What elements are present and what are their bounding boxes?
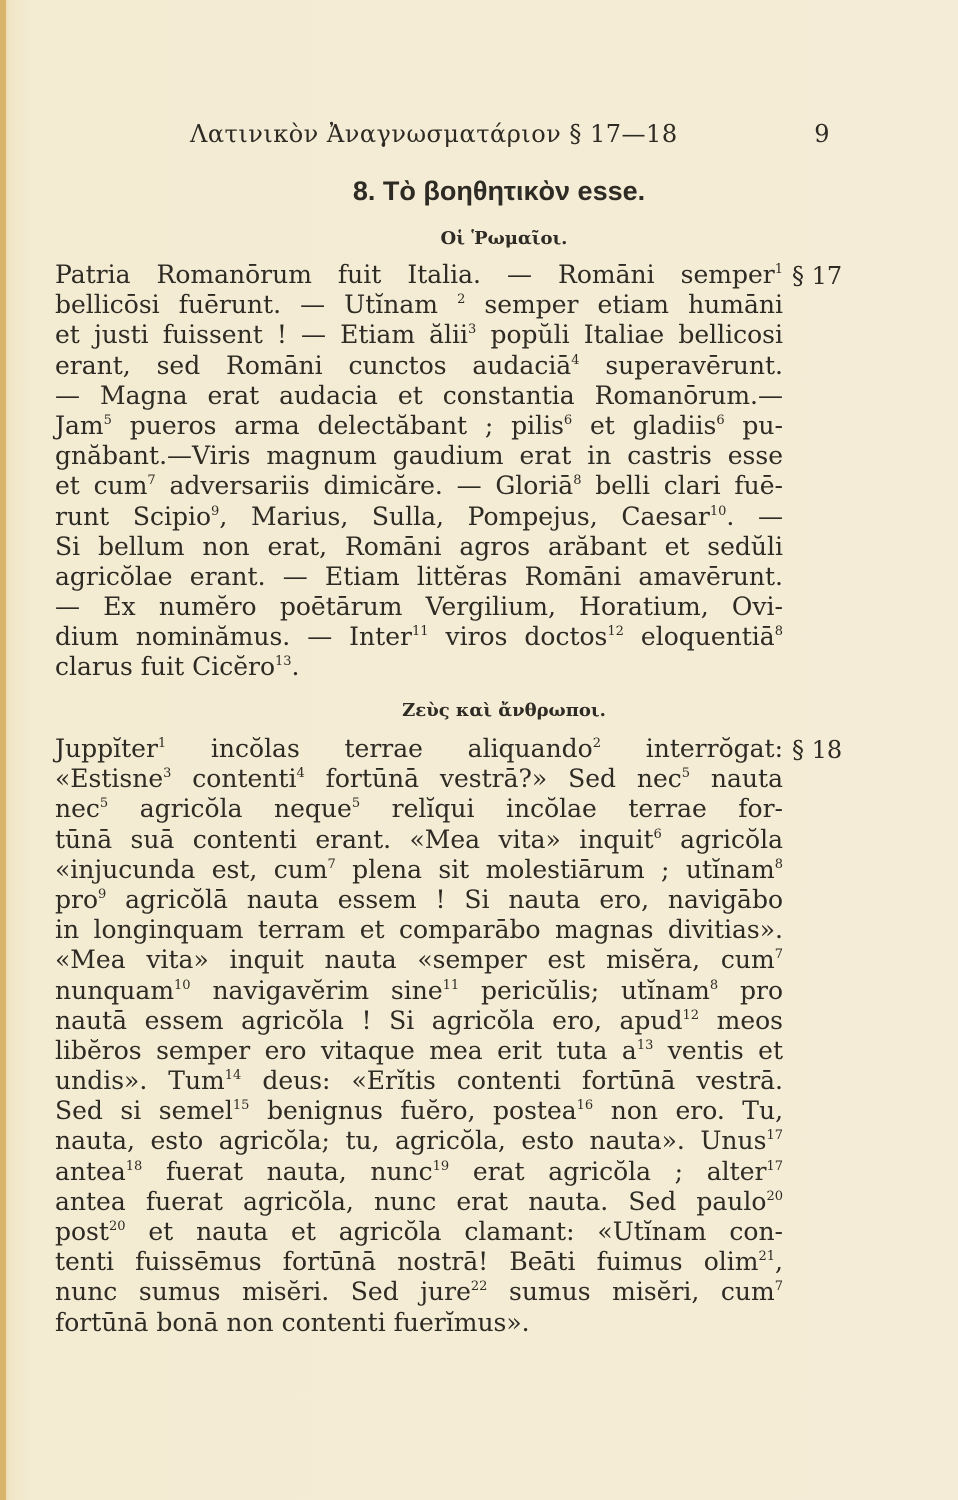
text-run: belli clari fuē- xyxy=(581,471,783,501)
footnote-marker: 3 xyxy=(163,766,172,782)
text-line xyxy=(55,441,783,471)
text-run: eloquentiā xyxy=(623,622,775,652)
text-run: Si bellum non erat, Romāni agros arăbant et sedŭli xyxy=(55,531,783,561)
text-run: sumus misĕri, cum xyxy=(487,1277,775,1307)
footnote-marker: 6 xyxy=(653,826,662,842)
text-run: et justi fuissent ! — Etiam ălii xyxy=(55,320,469,350)
text-line xyxy=(55,532,783,562)
footnote-marker: 5 xyxy=(103,412,112,428)
text-line xyxy=(55,1157,783,1187)
text-run: libĕros semper ero vitaque mea erit tuta a xyxy=(55,1035,637,1065)
text-run: dium nominămus. — Inter xyxy=(55,622,412,652)
text-line xyxy=(55,885,783,915)
text-line xyxy=(55,1247,783,1277)
text-run: incŏlas terrae aliquando xyxy=(166,734,593,763)
text-run: — Magna erat audacia et constantia Romanōrum.— xyxy=(55,380,783,410)
text-run: plena sit molestiārum ; utĭnam xyxy=(335,854,775,884)
text-run: post xyxy=(55,1217,109,1246)
footnote-marker: 11 xyxy=(411,624,429,640)
footnote-marker: 5 xyxy=(99,796,109,812)
text-run: viros doctos xyxy=(428,622,608,652)
text-line xyxy=(55,471,783,501)
text-line xyxy=(55,502,783,532)
text-run: . — xyxy=(726,501,784,531)
footnote-marker: 5 xyxy=(681,766,691,782)
text-run: nunc sumus misĕri. Sed jure xyxy=(55,1277,471,1307)
footnote-marker: 7 xyxy=(774,1279,783,1295)
text-run: in longinquam terram et comparābo magnas divitias». xyxy=(55,915,783,945)
text-run: deus: «Erĭtis contenti fortūnā vestrā. xyxy=(241,1066,783,1096)
footnote-marker: 11 xyxy=(442,977,460,993)
footnote-marker: 12 xyxy=(682,1007,700,1023)
text-line xyxy=(55,1126,783,1156)
footnote-marker: 13 xyxy=(636,1037,654,1053)
text-run: nunquam xyxy=(55,975,175,1005)
footnote-marker: 2 xyxy=(457,292,466,308)
footnote-marker: 4 xyxy=(571,352,580,368)
text-run: navigavĕrim sine xyxy=(190,975,443,1005)
text-run: «injucunda est, cum xyxy=(55,854,328,884)
section-subtitle-zeus: Ζεὺς καὶ ἄνθρωποι. xyxy=(402,700,606,721)
footnote-marker: 10 xyxy=(174,977,191,993)
text-line xyxy=(55,1217,783,1247)
text-run: meos xyxy=(699,1005,783,1035)
text-run: erant, sed Romāni cunctos audaciā xyxy=(55,350,572,380)
text-run: adversariis dimicăre. — Gloriā xyxy=(155,471,574,501)
text-run: pueros arma delectăbant ; pilis xyxy=(111,410,564,440)
text-run: «Estisne xyxy=(55,764,164,794)
footnote-marker: 3 xyxy=(468,322,477,338)
text-run: nauta, esto agricŏla; tu, agricŏla, esto nauta». Unus xyxy=(55,1126,767,1156)
text-line xyxy=(55,915,783,945)
text-line xyxy=(55,381,783,411)
text-line xyxy=(55,260,783,290)
text-run: contenti xyxy=(171,764,297,794)
text-run: nec xyxy=(55,794,100,824)
text-run: tenti fuissēmus fortūnā nostrā! Beāti fuimus olim xyxy=(55,1247,759,1277)
text-run: semper etiam humāni xyxy=(465,290,783,320)
text-line xyxy=(55,562,783,592)
running-title: Λατινικὸν Ἀναγνωσματάριον § 17—18 xyxy=(190,120,678,148)
text-run: ventis et xyxy=(653,1035,783,1065)
text-line xyxy=(55,1096,783,1126)
text-line xyxy=(55,734,783,764)
text-line xyxy=(55,622,783,652)
footnote-marker: 6 xyxy=(716,412,725,428)
text-run: non ero. Tu, xyxy=(593,1096,784,1126)
footnote-marker: 17 xyxy=(766,1158,783,1174)
footnote-marker: 22 xyxy=(470,1279,488,1295)
text-run: antea xyxy=(55,1156,126,1186)
text-run: agricŏla neque xyxy=(108,794,352,824)
text-run: superavērunt. xyxy=(579,350,783,380)
text-line xyxy=(55,855,783,885)
section-zeus-text xyxy=(55,734,783,1338)
text-run: , xyxy=(775,1247,783,1277)
chapter-title: 8. Τὸ βοηθητικὸν esse. xyxy=(352,176,646,206)
text-run: Sed si semel xyxy=(55,1096,233,1126)
text-run: fortūnā vestrā?» Sed nec xyxy=(304,764,682,794)
text-line xyxy=(55,1187,783,1217)
text-run: fuerat nauta, nunc xyxy=(142,1156,433,1186)
footnote-marker: 7 xyxy=(147,473,156,489)
footnote-marker: 8 xyxy=(573,473,582,489)
text-line xyxy=(55,1066,783,1096)
text-run: fortūnā bonā non contenti fuerĭmus». xyxy=(55,1307,530,1337)
text-run: bellicōsi fuērunt. — Utĭnam xyxy=(55,290,458,320)
footnote-marker: 20 xyxy=(108,1219,126,1234)
text-run: pu- xyxy=(724,410,783,440)
footnote-marker: 10 xyxy=(709,503,727,519)
text-run: erat agricŏla ; alter xyxy=(449,1156,767,1186)
text-run: «Mea vita» inquit nauta «semper est misĕra, cum xyxy=(55,945,775,975)
text-line xyxy=(55,290,783,320)
text-line xyxy=(55,1277,783,1307)
text-run: et gladiis xyxy=(572,410,717,440)
text-line xyxy=(55,1308,783,1338)
footnote-marker: 6 xyxy=(563,412,573,428)
text-line xyxy=(55,320,783,350)
text-run: pericŭlis; utĭnam xyxy=(459,975,710,1005)
section-romans-text xyxy=(55,260,783,683)
footnote-marker: 7 xyxy=(327,856,336,872)
text-run: antea fuerat agricŏla, nunc erat nauta. Sed paulo xyxy=(55,1186,767,1216)
footnote-marker: 13 xyxy=(275,654,292,670)
footnote-marker: 8 xyxy=(709,977,719,993)
footnote-marker: 20 xyxy=(766,1188,783,1204)
text-line xyxy=(55,1036,783,1066)
text-run: undis». Tum xyxy=(55,1066,225,1096)
footnote-marker: 16 xyxy=(576,1098,594,1114)
text-run: agricŏla xyxy=(661,824,783,854)
footnote-marker: 18 xyxy=(125,1158,143,1174)
footnote-marker: 5 xyxy=(351,796,361,812)
footnote-marker: 4 xyxy=(296,766,305,782)
text-line xyxy=(55,351,783,381)
text-run: interrŏgat: xyxy=(601,734,783,763)
text-run: . xyxy=(291,652,300,682)
paragraph-mark-18: § 18 xyxy=(792,736,843,764)
text-run: popŭli Italiae bellicosi xyxy=(476,320,783,350)
footnote-marker: 2 xyxy=(592,736,602,751)
paragraph-mark-17: § 17 xyxy=(792,262,843,290)
text-run: Juppĭter xyxy=(55,734,158,763)
footnote-marker: 8 xyxy=(774,624,783,640)
footnote-marker: 12 xyxy=(607,624,624,640)
text-run: , Marius, Sulla, Pompejus, Caesar xyxy=(219,501,710,531)
footnote-marker: 1 xyxy=(157,736,167,751)
running-header xyxy=(190,120,830,148)
text-run: Jam xyxy=(55,410,104,440)
text-line xyxy=(55,794,783,824)
footnote-marker: 8 xyxy=(774,856,783,872)
text-run: nauta xyxy=(690,764,783,794)
text-run: relĭqui incŏlae terrae for- xyxy=(360,794,783,824)
text-line xyxy=(55,411,783,441)
text-run: benignus fuĕro, postea xyxy=(249,1096,577,1126)
footnote-marker: 21 xyxy=(758,1249,776,1265)
text-run: — Ex numĕro poētārum Vergilium, Horatium, Ovi- xyxy=(55,592,783,622)
footnote-marker: 15 xyxy=(232,1098,250,1114)
text-line xyxy=(55,1006,783,1036)
footnote-marker: 19 xyxy=(432,1158,450,1174)
footnote-marker: 7 xyxy=(774,947,783,963)
text-run: runt Scipio xyxy=(55,501,212,531)
footnote-marker: 1 xyxy=(774,262,783,277)
footnote-marker: 9 xyxy=(211,503,220,519)
footnote-marker: 9 xyxy=(98,886,107,902)
text-line xyxy=(55,764,783,794)
text-line xyxy=(55,652,783,682)
footnote-marker: 17 xyxy=(766,1128,783,1144)
text-run: tūnā suā contenti erant. «Mea vita» inquit xyxy=(55,824,654,854)
text-run: pro xyxy=(55,884,99,914)
text-run: et cum xyxy=(55,471,148,501)
text-run: agricŏlae erant. — Etiam littĕras Romāni amavērunt. xyxy=(55,561,783,591)
text-run: nautā essem agricŏla ! Si agricŏla ero, apud xyxy=(55,1005,683,1035)
text-line xyxy=(55,825,783,855)
text-line xyxy=(55,945,783,975)
text-run: pro xyxy=(718,975,784,1005)
text-run: gnăbant.—Viris magnum gaudium erat in castris esse xyxy=(55,441,783,471)
section-subtitle-romans: Οἱ Ῥωμαῖοι. xyxy=(440,228,568,249)
footnote-marker: 14 xyxy=(224,1068,242,1084)
text-run: clarus fuit Cicĕro xyxy=(55,652,275,682)
text-line xyxy=(55,976,783,1006)
page-number: 9 xyxy=(814,120,830,148)
text-run: et nauta et agricŏla clamant: «Utĭnam con- xyxy=(125,1217,783,1246)
text-run: Patria Romanōrum fuit Italia. — Romāni semper xyxy=(55,260,775,289)
text-run: agricŏlā nauta essem ! Si nauta ero, navigābo xyxy=(106,884,783,914)
text-line xyxy=(55,592,783,622)
